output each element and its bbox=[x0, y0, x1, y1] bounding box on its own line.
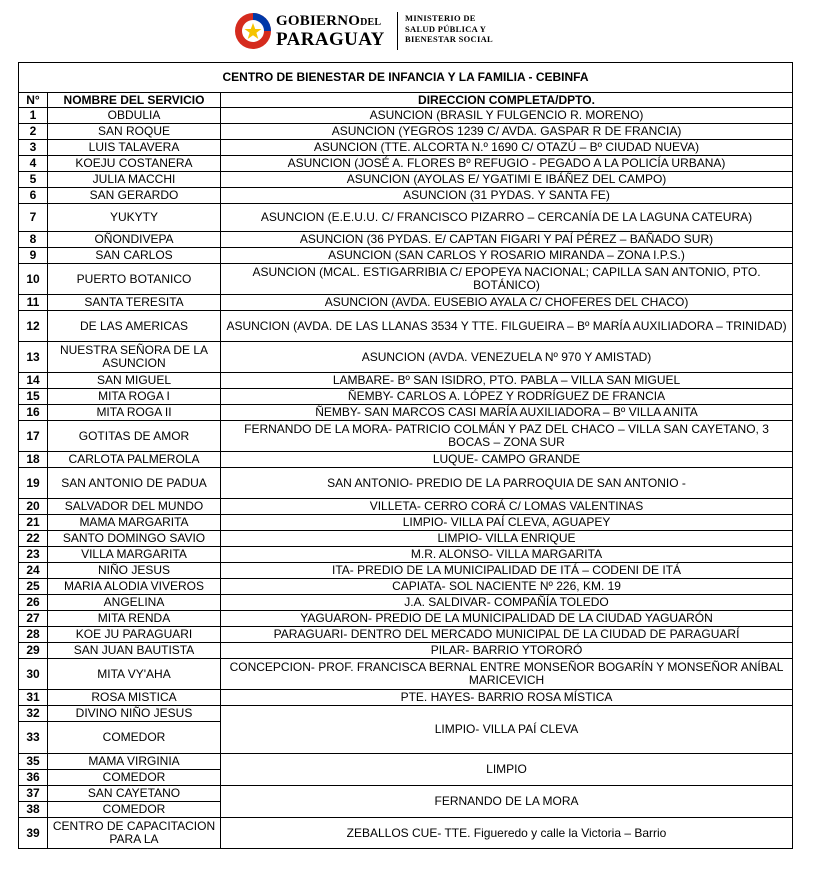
service-address: M.R. ALONSO- VILLA MARGARITA bbox=[221, 547, 793, 563]
service-address: ASUNCION (AVDA. DE LAS LLANAS 3534 Y TTE. FILGUEIRA – Bº MARÍA AUXILIADORA – TRINIDAD) bbox=[221, 311, 793, 342]
table-row bbox=[19, 295, 793, 311]
service-name: DIVINO NIÑO JESUS bbox=[48, 706, 221, 722]
service-name: ANGELINA bbox=[48, 595, 221, 611]
service-address: ASUNCION (TTE. ALCORTA N.º 1690 C/ OTAZÚ – Bº CIUDAD NUEVA) bbox=[221, 140, 793, 156]
service-address: ASUNCION (JOSÉ A. FLORES Bº REFUGIO - PEGADO A LA POLICÍA URBANA) bbox=[221, 156, 793, 172]
table-row bbox=[19, 786, 793, 802]
cebinfa-table bbox=[18, 62, 793, 849]
row-number: 28 bbox=[19, 627, 48, 643]
service-name: OBDULIA bbox=[48, 108, 221, 124]
service-name: MITA ROGA II bbox=[48, 405, 221, 421]
service-address: LIMPIO- VILLA PAÍ CLEVA bbox=[221, 706, 793, 754]
service-address: LAMBARE- Bº SAN ISIDRO, PTO. PABLA – VILLA SAN MIGUEL bbox=[221, 373, 793, 389]
table-row bbox=[19, 232, 793, 248]
row-number: 18 bbox=[19, 452, 48, 468]
table-title: CENTRO DE BIENESTAR DE INFANCIA Y LA FAMILIA - CEBINFA bbox=[19, 63, 793, 93]
page-header bbox=[0, 8, 813, 54]
table-row bbox=[19, 515, 793, 531]
service-address: PILAR- BARRIO YTORORÓ bbox=[221, 643, 793, 659]
paraguay-seal-icon bbox=[234, 12, 272, 50]
table-row bbox=[19, 468, 793, 499]
service-address: CONCEPCION- PROF. FRANCISCA BERNAL ENTRE MONSEÑOR BOGARÍN Y MONSEÑOR ANÍBAL MARICEVICH bbox=[221, 659, 793, 690]
service-name: MITA ROGA I bbox=[48, 389, 221, 405]
service-name: SAN JUAN BAUTISTA bbox=[48, 643, 221, 659]
row-number: 19 bbox=[19, 468, 48, 499]
table-row bbox=[19, 342, 793, 373]
row-number: 4 bbox=[19, 156, 48, 172]
table-row bbox=[19, 421, 793, 452]
service-address: FERNANDO DE LA MORA- PATRICIO COLMÁN Y PAZ DEL CHACO – VILLA SAN CAYETANO, 3 BOCAS – ZONA SUR bbox=[221, 421, 793, 452]
column-header-name: NOMBRE DEL SERVICIO bbox=[48, 93, 221, 108]
gobierno-text: GOBIERNO bbox=[276, 12, 361, 29]
service-name: COMEDOR bbox=[48, 770, 221, 786]
table-row bbox=[19, 389, 793, 405]
service-address: ASUNCION (YEGROS 1239 C/ AVDA. GASPAR R DE FRANCIA) bbox=[221, 124, 793, 140]
service-address: ASUNCION (SAN CARLOS Y ROSARIO MIRANDA – ZONA I.P.S.) bbox=[221, 248, 793, 264]
service-name: CARLOTA PALMEROLA bbox=[48, 452, 221, 468]
header-divider bbox=[397, 12, 398, 50]
column-header-number: N° bbox=[19, 93, 48, 108]
row-number: 15 bbox=[19, 389, 48, 405]
table-row bbox=[19, 595, 793, 611]
table-header-row bbox=[19, 93, 793, 108]
government-logo bbox=[234, 12, 385, 50]
government-wordmark bbox=[276, 14, 385, 49]
service-address: ASUNCION (AYOLAS E/ YGATIMI E IBÁÑEZ DEL CAMPO) bbox=[221, 172, 793, 188]
table-row bbox=[19, 547, 793, 563]
service-name: SAN MIGUEL bbox=[48, 373, 221, 389]
service-address: FERNANDO DE LA MORA bbox=[221, 786, 793, 818]
row-number: 3 bbox=[19, 140, 48, 156]
row-number: 8 bbox=[19, 232, 48, 248]
row-number: 36 bbox=[19, 770, 48, 786]
service-name: COMEDOR bbox=[48, 722, 221, 754]
table-row bbox=[19, 706, 793, 722]
service-name: KOE JU PARAGUARI bbox=[48, 627, 221, 643]
service-name: MITA RENDA bbox=[48, 611, 221, 627]
table-row bbox=[19, 659, 793, 690]
ministry-line: MINISTERIO DE bbox=[405, 13, 476, 23]
row-number: 13 bbox=[19, 342, 48, 373]
service-address: LIMPIO bbox=[221, 754, 793, 786]
table-row bbox=[19, 248, 793, 264]
service-name: OÑONDIVEPA bbox=[48, 232, 221, 248]
row-number: 17 bbox=[19, 421, 48, 452]
service-address: ASUNCION (36 PYDAS. E/ CAPTAN FIGARI Y PAÍ PÉREZ – BAÑADO SUR) bbox=[221, 232, 793, 248]
row-number: 38 bbox=[19, 802, 48, 818]
service-name: NIÑO JESUS bbox=[48, 563, 221, 579]
row-number: 12 bbox=[19, 311, 48, 342]
service-name: MITA VY'AHA bbox=[48, 659, 221, 690]
ministry-line: SALUD PÚBLICA Y bbox=[405, 23, 487, 34]
table-row bbox=[19, 499, 793, 515]
row-number: 31 bbox=[19, 690, 48, 706]
paraguay-text: PARAGUAY bbox=[276, 28, 385, 50]
row-number: 29 bbox=[19, 643, 48, 659]
service-name: ROSA MISTICA bbox=[48, 690, 221, 706]
service-address: LUQUE- CAMPO GRANDE bbox=[221, 452, 793, 468]
row-number: 2 bbox=[19, 124, 48, 140]
table-row bbox=[19, 264, 793, 295]
table-row bbox=[19, 754, 793, 770]
table-row bbox=[19, 188, 793, 204]
table-row bbox=[19, 156, 793, 172]
service-name: LUIS TALAVERA bbox=[48, 140, 221, 156]
service-address: ASUNCION (MCAL. ESTIGARRIBIA C/ EPOPEYA NACIONAL; CAPILLA SAN ANTONIO, PTO. BOTÁNICO) bbox=[221, 264, 793, 295]
row-number: 25 bbox=[19, 579, 48, 595]
row-number: 20 bbox=[19, 499, 48, 515]
service-address: PARAGUARI- DENTRO DEL MERCADO MUNICIPAL DE LA CIUDAD DE PARAGUARÍ bbox=[221, 627, 793, 643]
service-address: ZEBALLOS CUE- TTE. Figueredo y calle la Victoria – Barrio bbox=[221, 818, 793, 849]
row-number: 27 bbox=[19, 611, 48, 627]
service-address: LIMPIO- VILLA ENRIQUE bbox=[221, 531, 793, 547]
row-number: 6 bbox=[19, 188, 48, 204]
service-name: KOEJU COSTANERA bbox=[48, 156, 221, 172]
table-row bbox=[19, 405, 793, 421]
table-row bbox=[19, 108, 793, 124]
row-number: 1 bbox=[19, 108, 48, 124]
table-row bbox=[19, 204, 793, 232]
service-name: SANTA TERESITA bbox=[48, 295, 221, 311]
row-number: 39 bbox=[19, 818, 48, 849]
service-address: PTE. HAYES- BARRIO ROSA MÍSTICA bbox=[221, 690, 793, 706]
table-title-row bbox=[19, 63, 793, 93]
table-row bbox=[19, 563, 793, 579]
row-number: 24 bbox=[19, 563, 48, 579]
table-row bbox=[19, 531, 793, 547]
table-row bbox=[19, 579, 793, 595]
service-address: ASUNCION (E.E.U.U. C/ FRANCISCO PIZARRO – CERCANÍA DE LA LAGUNA CATEURA) bbox=[221, 204, 793, 232]
service-name: NUESTRA SEÑORA DE LA ASUNCION bbox=[48, 342, 221, 373]
row-number: 32 bbox=[19, 706, 48, 722]
service-name: PUERTO BOTANICO bbox=[48, 264, 221, 295]
service-address: CAPIATA- SOL NACIENTE Nº 226, KM. 19 bbox=[221, 579, 793, 595]
row-number: 9 bbox=[19, 248, 48, 264]
table-row bbox=[19, 124, 793, 140]
service-name: JULIA MACCHI bbox=[48, 172, 221, 188]
service-name: VILLA MARGARITA bbox=[48, 547, 221, 563]
service-name: SAN CARLOS bbox=[48, 248, 221, 264]
ministry-name bbox=[405, 13, 493, 45]
table-row bbox=[19, 172, 793, 188]
table-row bbox=[19, 643, 793, 659]
table-row bbox=[19, 373, 793, 389]
service-address: YAGUARON- PREDIO DE LA MUNICIPALIDAD DE LA CIUDAD YAGUARÓN bbox=[221, 611, 793, 627]
ministry-line: BIENESTAR SOCIAL bbox=[405, 34, 494, 44]
service-address: J.A. SALDIVAR- COMPAÑÍA TOLEDO bbox=[221, 595, 793, 611]
service-name: MARIA ALODIA VIVEROS bbox=[48, 579, 221, 595]
row-number: 30 bbox=[19, 659, 48, 690]
service-address: ÑEMBY- CARLOS A. LÓPEZ Y RODRÍGUEZ DE FRANCIA bbox=[221, 389, 793, 405]
row-number: 5 bbox=[19, 172, 48, 188]
table-row bbox=[19, 627, 793, 643]
service-name: MAMA MARGARITA bbox=[48, 515, 221, 531]
service-address: ASUNCION (31 PYDAS. Y SANTA FE) bbox=[221, 188, 793, 204]
row-number: 7 bbox=[19, 204, 48, 232]
table-row bbox=[19, 452, 793, 468]
row-number: 22 bbox=[19, 531, 48, 547]
service-name: SAN ROQUE bbox=[48, 124, 221, 140]
table-row bbox=[19, 690, 793, 706]
table-row bbox=[19, 140, 793, 156]
table-row bbox=[19, 611, 793, 627]
service-name: SALVADOR DEL MUNDO bbox=[48, 499, 221, 515]
service-address: ITA- PREDIO DE LA MUNICIPALIDAD DE ITÁ – CODENI DE ITÁ bbox=[221, 563, 793, 579]
row-number: 26 bbox=[19, 595, 48, 611]
row-number: 35 bbox=[19, 754, 48, 770]
service-name: GOTITAS DE AMOR bbox=[48, 421, 221, 452]
service-address: LIMPIO- VILLA PAÍ CLEVA, AGUAPEY bbox=[221, 515, 793, 531]
service-name: SAN GERARDO bbox=[48, 188, 221, 204]
row-number: 16 bbox=[19, 405, 48, 421]
service-name: SANTO DOMINGO SAVIO bbox=[48, 531, 221, 547]
table-row bbox=[19, 818, 793, 849]
row-number: 21 bbox=[19, 515, 48, 531]
service-name: SAN CAYETANO bbox=[48, 786, 221, 802]
row-number: 33 bbox=[19, 722, 48, 754]
service-name: COMEDOR bbox=[48, 802, 221, 818]
service-address: ASUNCION (AVDA. VENEZUELA Nº 970 Y AMISTAD) bbox=[221, 342, 793, 373]
service-name: CENTRO DE CAPACITACION PARA LA bbox=[48, 818, 221, 849]
service-name: DE LAS AMERICAS bbox=[48, 311, 221, 342]
service-name: YUKYTY bbox=[48, 204, 221, 232]
column-header-address: DIRECCION COMPLETA/DPTO. bbox=[221, 93, 793, 108]
row-number: 14 bbox=[19, 373, 48, 389]
service-name: SAN ANTONIO DE PADUA bbox=[48, 468, 221, 499]
service-address: ÑEMBY- SAN MARCOS CASI MARÍA AUXILIADORA – Bº VILLA ANITA bbox=[221, 405, 793, 421]
service-address: ASUNCION (AVDA. EUSEBIO AYALA C/ CHOFERES DEL CHACO) bbox=[221, 295, 793, 311]
service-address: VILLETA- CERRO CORÁ C/ LOMAS VALENTINAS bbox=[221, 499, 793, 515]
row-number: 23 bbox=[19, 547, 48, 563]
del-text: DEL bbox=[360, 16, 382, 28]
row-number: 37 bbox=[19, 786, 48, 802]
row-number: 10 bbox=[19, 264, 48, 295]
table-row bbox=[19, 311, 793, 342]
service-name: MAMA VIRGINIA bbox=[48, 754, 221, 770]
row-number: 11 bbox=[19, 295, 48, 311]
service-address: ASUNCION (BRASIL Y FULGENCIO R. MORENO) bbox=[221, 108, 793, 124]
service-address: SAN ANTONIO- PREDIO DE LA PARROQUIA DE SAN ANTONIO - bbox=[221, 468, 793, 499]
